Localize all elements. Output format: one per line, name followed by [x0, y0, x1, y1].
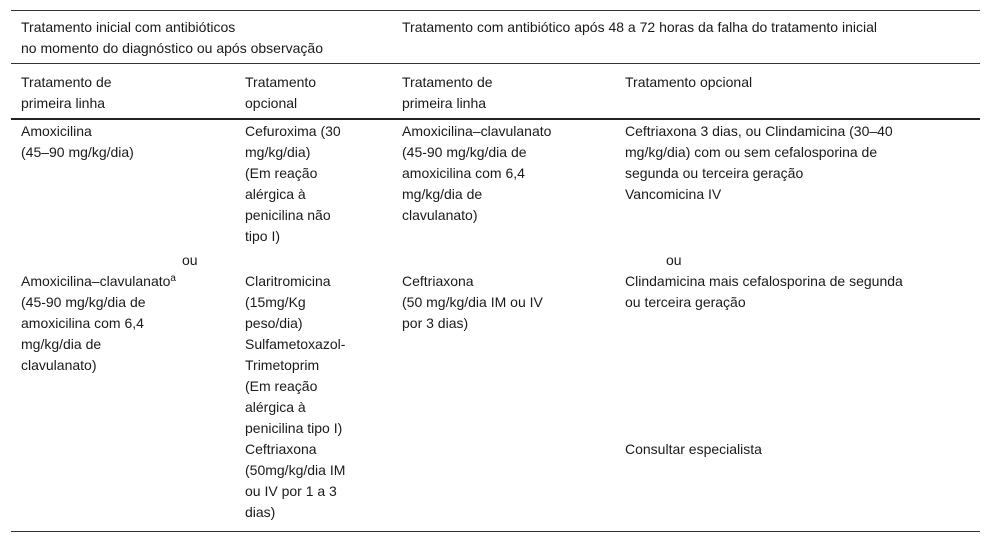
table-bottom-rule	[11, 531, 980, 532]
row2-first-line-initial: Amoxicilina–clavulanato$^a$ (45-90 mg/kg/dia de amoxicilina com 6,4 mg/kg/dia de clavulanato)	[21, 273, 176, 373]
subheader-divider-rule	[11, 118, 980, 120]
row1-first-line-initial: Amoxicilina (45–90 mg/kg/dia)	[21, 123, 134, 160]
header-after-failure-treatment: Tratamento com antibiótico após 48 a 72 horas da falha do tratamento inicial	[402, 19, 877, 35]
header-divider-rule	[11, 63, 980, 64]
row2-optional-initial: Claritromicina (15mg/Kg peso/dia) Sulfametoxazol- Trimetoprim (Em reação alérgica à penicilina tipo I)	[245, 273, 346, 436]
row1-optional-after-failure: Ceftriaxona 3 dias, ou Clindamicina (30–40 mg/kg/dia) com ou sem cefalosporina de segunda ou terceira geração Vancomicina IV	[625, 123, 893, 202]
or-separator-initial: ou	[182, 252, 198, 268]
row1-first-line-after-failure: Amoxicilina–clavulanato (45-90 mg/kg/dia de amoxicilina com 6,4 mg/kg/dia de clavulanato)	[402, 123, 552, 223]
table-top-rule	[11, 10, 980, 11]
subheader-optional-initial: Tratamento opcional	[245, 74, 317, 111]
treatment-table	[11, 10, 980, 533]
row1-optional-initial: Cefuroxima (30 mg/kg/dia) (Em reação alérgica à penicilina não tipo I)	[245, 123, 341, 244]
row2-optional-after-failure: Clindamicina mais cefalosporina de segunda ou terceira geração	[625, 273, 903, 310]
subheader-optional-after-failure: Tratamento opcional	[625, 74, 753, 90]
header-initial-treatment: Tratamento inicial com antibióticos no momento do diagnóstico ou após observação	[21, 19, 323, 56]
subheader-first-line-initial: Tratamento de primeira linha	[21, 74, 112, 111]
subheader-first-line-after-failure: Tratamento de primeira linha	[402, 74, 493, 111]
row2-first-line-drug: Amoxicilina–clavulanato$^a$	[21, 273, 176, 289]
footnote-marker: a	[170, 273, 176, 284]
or-separator-after-failure: ou	[666, 252, 682, 268]
row3-optional-initial: Ceftriaxona (50mg/kg/dia IM ou IV por 1 a 3 dias)	[245, 441, 346, 520]
row2-first-line-after-failure: Ceftriaxona (50 mg/kg/dia IM ou IV por 3 dias)	[402, 273, 543, 331]
row3-optional-after-failure: Consultar especialista	[625, 441, 762, 457]
